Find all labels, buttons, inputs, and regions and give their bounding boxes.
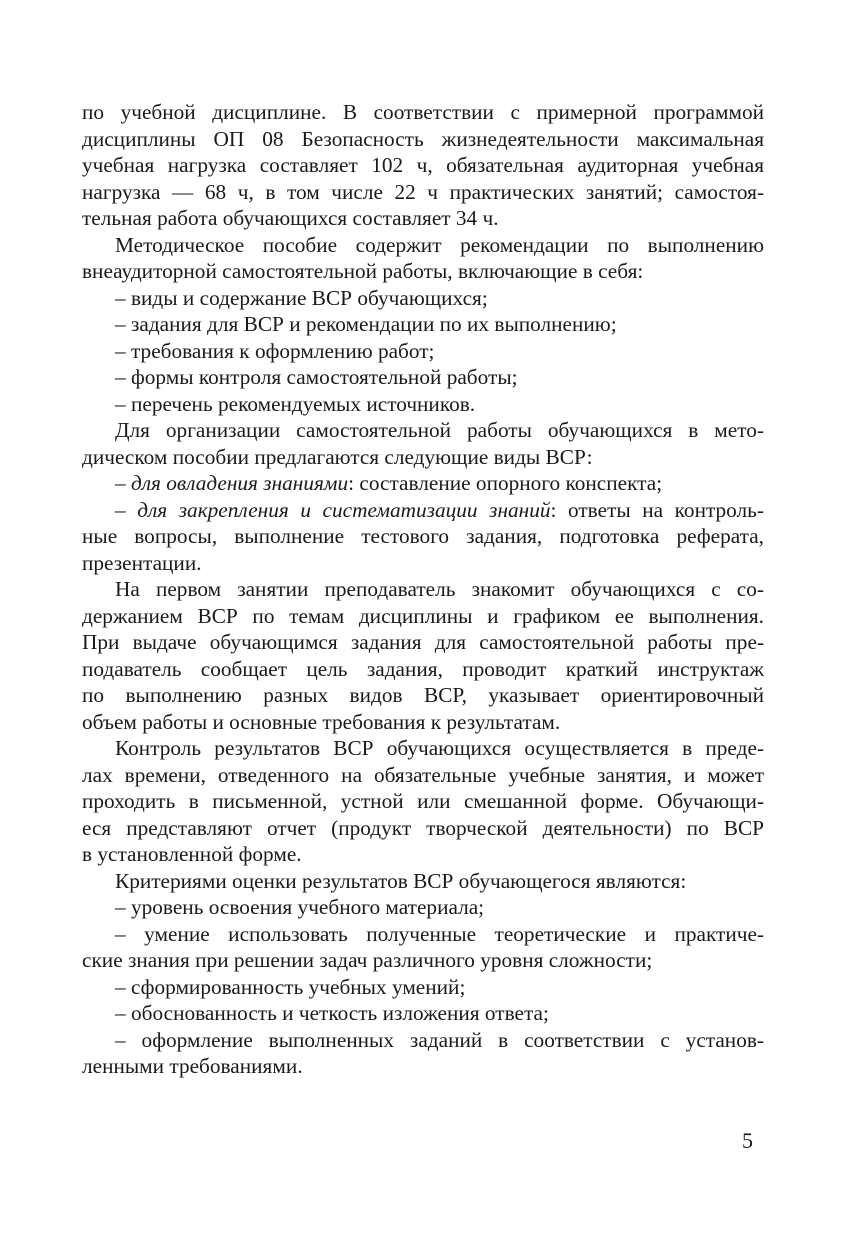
text-line: объем работы и основные требования к результатам. bbox=[82, 709, 561, 734]
list-item-term: для овладения знаниями bbox=[130, 471, 349, 495]
paragraph-control bbox=[82, 735, 764, 868]
paragraph-manual-contents bbox=[82, 232, 764, 285]
text-line: еся представляют отчет (продукт творческой деятельности) по ВСР bbox=[82, 815, 764, 840]
text-line: тельная работа обучающихся составляет 34 ч. bbox=[82, 206, 499, 230]
text-line: дическом пособии предлагаются следующие виды ВСР: bbox=[82, 444, 593, 469]
text-line: Контроль результатов ВСР обучающихся осуществляется в преде- bbox=[115, 736, 764, 760]
text-line: держанием ВСР по темам дисциплины и графиком ее выполнения. bbox=[82, 603, 764, 628]
list-item: – умение использовать полученные теоретические и практиче- bbox=[115, 921, 764, 946]
text-line: ные вопросы, выполнение тестового задания, подготовка реферата, bbox=[82, 524, 764, 548]
list-criteria bbox=[82, 894, 764, 1080]
paragraph-first-lesson bbox=[82, 576, 764, 735]
list-item: – уровень освоения учебного материала; bbox=[115, 895, 485, 919]
page-body bbox=[82, 99, 764, 1080]
list-item: – оформление выполненных заданий в соответствии с установ- bbox=[115, 1027, 764, 1052]
list-item-text: : ответы на контроль- bbox=[550, 497, 764, 522]
list-item: – формы контроля самостоятельной работы; bbox=[115, 365, 518, 389]
text-line: На первом занятии преподаватель знакомит обучающихся с со- bbox=[115, 577, 764, 601]
paragraph-criteria bbox=[82, 868, 764, 895]
list-item bbox=[82, 470, 764, 497]
list-vsr-types bbox=[82, 470, 764, 576]
text-line: Для организации самостоятельной работы обучающихся в мето- bbox=[115, 418, 764, 442]
list-item: – обоснованность и четкость изложения ответа; bbox=[115, 1001, 549, 1025]
list-item: – задания для ВСР и рекомендации по их выполнению; bbox=[115, 312, 617, 336]
text-line: по выполнению разных видов ВСР, указывает ориентировочный bbox=[82, 683, 764, 707]
text-line: Критериями оценки результатов ВСР обучающегося являются: bbox=[115, 868, 687, 893]
list-item-text: : составление опорного конспекта; bbox=[348, 471, 663, 495]
page-number: 5 bbox=[742, 1128, 753, 1153]
text-line: проходить в письменной, устной или смешанной форме. Обучающи- bbox=[82, 789, 764, 813]
list-item-term: для закрепления и систематизации знаний bbox=[137, 497, 551, 522]
text-line: подаватель сообщает цель задания, проводит краткий инструктаж bbox=[82, 656, 764, 681]
text-line: При выдаче обучающимся задания для самостоятельной работы пре- bbox=[82, 630, 764, 654]
text-line: дисциплины ОП 08 Безопасность жизнедеятельности максимальная bbox=[82, 126, 764, 151]
list-dash: – bbox=[115, 471, 131, 495]
text-line: учебная нагрузка составляет 102 ч, обязательная аудиторная учебная bbox=[82, 153, 764, 177]
list-dash: – bbox=[115, 497, 138, 522]
paragraph-intro bbox=[82, 99, 764, 232]
list-item: – сформированность учебных умений; bbox=[115, 974, 466, 999]
text-line: презентации. bbox=[82, 550, 202, 575]
text-line: в установленной форме. bbox=[82, 842, 302, 866]
text-line: Методическое пособие содержит рекомендации по выполнению bbox=[115, 232, 764, 257]
list-item bbox=[82, 497, 764, 524]
text-line: лах времени, отведенного на обязательные учебные занятия, и может bbox=[82, 762, 764, 787]
text-line: по учебной дисциплине. В соответствии с примерной программой bbox=[82, 100, 764, 124]
list-item: – перечень рекомендуемых источников. bbox=[115, 391, 476, 416]
text-line: ские знания при решении задач различного уровня сложности; bbox=[82, 948, 653, 972]
list-item: – требования к оформлению работ; bbox=[115, 338, 435, 363]
list-item: – виды и содержание ВСР обучающихся; bbox=[115, 285, 488, 310]
list-manual-contents bbox=[82, 285, 764, 418]
paragraph-vsr-types bbox=[82, 417, 764, 470]
text-line: нагрузка — 68 ч, в том числе 22 ч практических занятий; самостоя- bbox=[82, 179, 764, 204]
text-line: ленными требованиями. bbox=[82, 1054, 303, 1078]
text-line: внеаудиторной самостоятельной работы, включающие в себя: bbox=[82, 259, 644, 283]
